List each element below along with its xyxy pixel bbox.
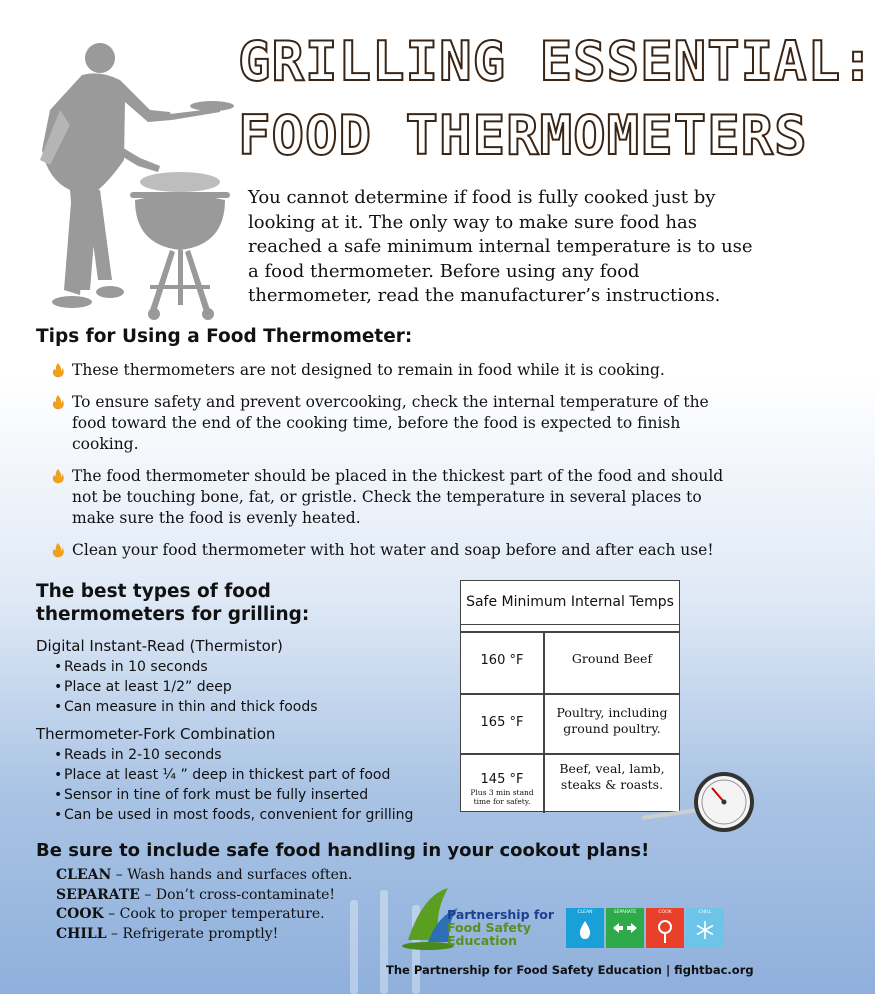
temps-heading: Safe Minimum Internal Temps [461, 581, 679, 625]
temp-value: 160 °F [480, 653, 524, 668]
tip-item [50, 540, 740, 561]
temp-note: Plus 3 min stand time for safety. [470, 788, 534, 806]
digital-bullets [36, 657, 318, 717]
flame-icon [50, 468, 66, 484]
step-text: – Don’t cross-contaminate! [139, 886, 336, 903]
logo-line-3: Education [447, 933, 517, 948]
action-label: COOK [658, 910, 672, 915]
step-text: – Wash hands and surfaces often. [111, 867, 353, 883]
snowflake-icon [695, 920, 715, 940]
water-drop-icon [578, 920, 592, 940]
step-text: – Cook to proper temperature. [103, 906, 325, 922]
list-item: • Place at least 1/2” deep [36, 677, 318, 697]
step-key: SEPARATE [56, 886, 140, 903]
logo-line-1: Partnership for [447, 907, 555, 922]
action-cook [646, 908, 684, 948]
core-actions-banner [566, 908, 724, 948]
tip-text: Clean your food thermometer with hot water and soap before and after each use! [72, 541, 714, 559]
row-divider [461, 753, 679, 755]
title-line-2: FOOD THERMOMETERS [238, 104, 808, 167]
flame-icon [50, 542, 66, 558]
logo-line-2: Food Safety [447, 920, 531, 935]
row-divider [461, 631, 679, 633]
list-item: • Sensor in tine of fork must be fully inserted [36, 785, 413, 805]
action-label: SEPARATE [613, 910, 637, 915]
list-item [56, 886, 352, 906]
types-heading: The best types of food thermometers for grilling: [36, 581, 310, 625]
flame-icon [50, 362, 66, 378]
tip-text: The food thermometer should be placed in the thickest part of the food and should not be touching bone, fat, or gristle. Check the temperature in several places to make sure the food is evenly heated. [72, 467, 724, 527]
arrows-icon [612, 920, 638, 936]
title-line-1: GRILLING ESSENTIAL: [238, 30, 875, 93]
griller-illustration [20, 40, 250, 330]
list-item: • Reads in 10 seconds [36, 657, 318, 677]
tips-list [50, 360, 740, 572]
step-key: CLEAN [56, 867, 112, 883]
action-clean [566, 908, 604, 948]
cookout-heading: Be sure to include safe food handling in your cookout plans! [36, 840, 650, 861]
row-divider [461, 693, 679, 695]
list-item [56, 866, 352, 886]
tip-text: To ensure safety and prevent overcooking, check the internal temperature of the food toward the end of the cooking time, before the food is expected to finish cooking. [72, 393, 709, 453]
action-label: CLEAN [577, 910, 593, 915]
pfse-logo-text [447, 908, 554, 947]
food-label: Poultry, including ground poultry. [556, 705, 668, 736]
food-label: Ground Beef [571, 651, 653, 666]
footer-credit: The Partnership for Food Safety Education | fightbac.org [386, 963, 754, 977]
tips-heading: Tips for Using a Food Thermometer: [36, 326, 413, 347]
tip-item [50, 466, 740, 529]
cookout-steps [56, 866, 352, 944]
list-item: • Place at least ¼ ” deep in thickest part of food [36, 765, 413, 785]
list-item [56, 925, 352, 945]
flame-icon [50, 394, 66, 410]
type-title-fork: Thermometer-Fork Combination [36, 725, 276, 743]
action-separate [606, 908, 644, 948]
list-item [56, 905, 352, 925]
fork-bullets [36, 745, 413, 825]
step-key: CHILL [56, 925, 107, 942]
thermometer-icon [657, 920, 673, 944]
tip-item [50, 360, 740, 381]
step-text: – Refrigerate promptly! [106, 925, 279, 942]
action-label: CHILL [698, 910, 712, 915]
temp-value: 145 °F [480, 772, 524, 787]
action-chill [686, 908, 724, 948]
list-item: • Reads in 2-10 seconds [36, 745, 413, 765]
food-label: Beef, veal, lamb, steaks & roasts. [559, 761, 665, 792]
list-item: • Can be used in most foods, convenient for grilling [36, 805, 413, 825]
type-title-digital: Digital Instant-Read (Thermistor) [36, 637, 283, 655]
tip-text: These thermometers are not designed to remain in food while it is cooking. [72, 361, 665, 379]
tip-item [50, 392, 740, 455]
temp-value: 165 °F [480, 715, 524, 730]
intro-paragraph: You cannot determine if food is fully cooked just by looking at it. The only way to make sure food has reached a safe minimum internal temperature is to use a food thermometer. Before using any food thermometer, read the manufacturer’s instructions. [248, 187, 753, 306]
list-item: • Can measure in thin and thick foods [36, 697, 318, 717]
step-key: COOK [56, 906, 104, 922]
dial-thermometer-icon [640, 770, 755, 835]
